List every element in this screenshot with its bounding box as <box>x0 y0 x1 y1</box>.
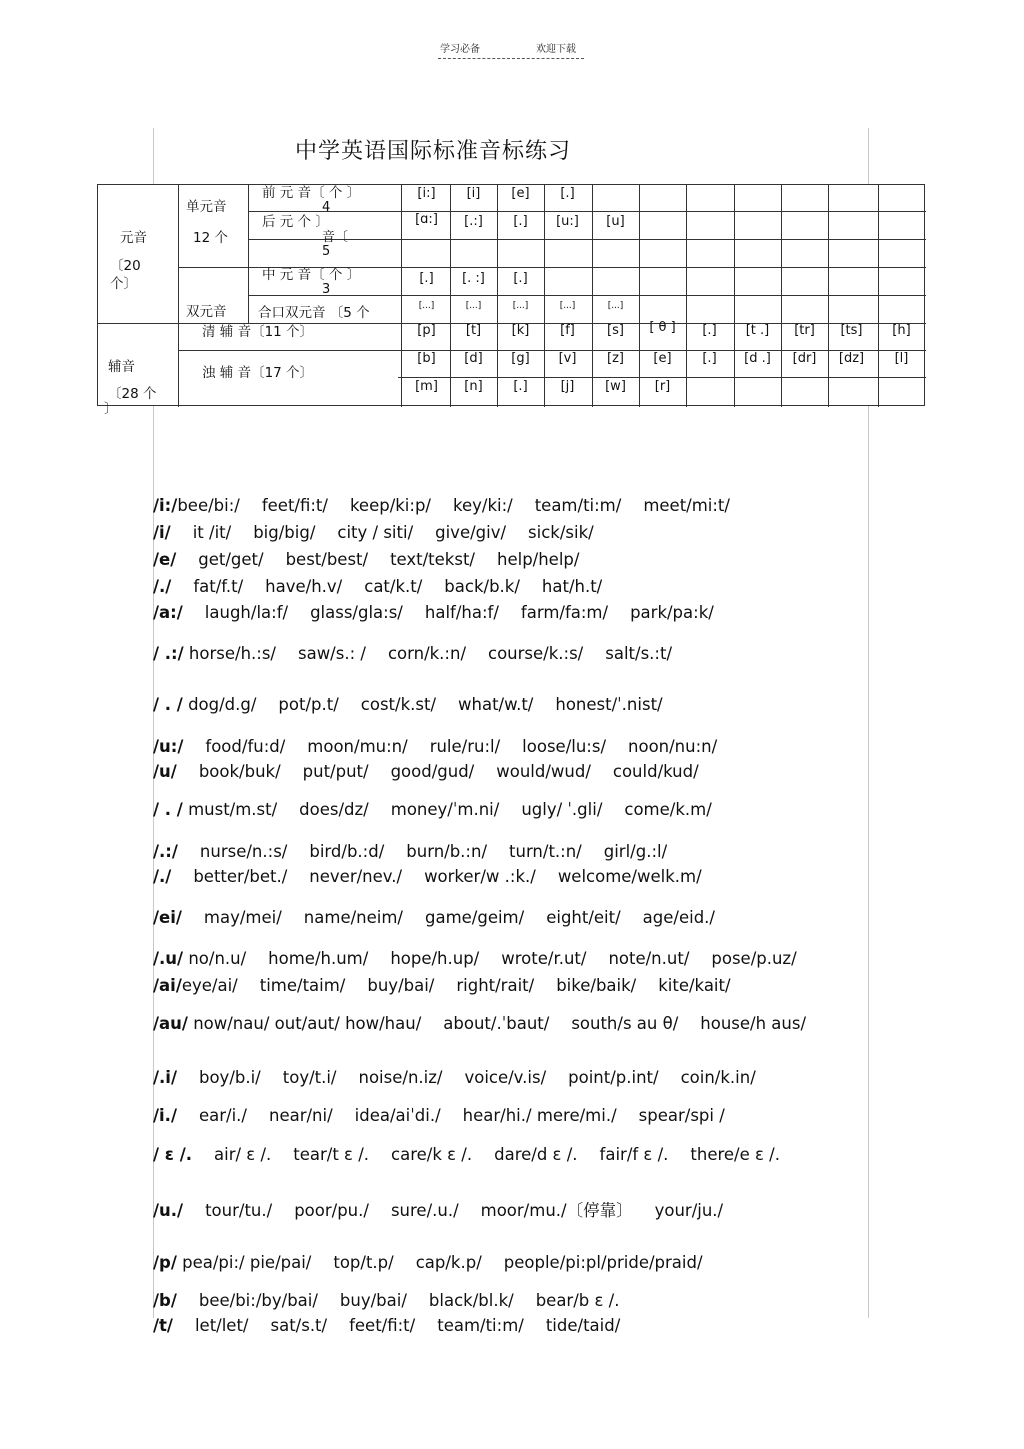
phoneme-cell: [.] <box>513 379 528 394</box>
phoneme-cell: [...] <box>607 301 624 311</box>
practice-line <box>153 603 714 622</box>
table-rule <box>639 185 640 407</box>
example-word: boy/b.i/ <box>198 1068 261 1087</box>
phoneme-symbol: /e/ <box>153 550 177 569</box>
example-word: horse/h.:s/ <box>188 644 276 663</box>
phoneme-cell: [g] <box>511 351 530 366</box>
example-word: big/big/ <box>253 523 316 542</box>
example-word: moon/mu:n/ <box>307 737 408 756</box>
example-word: home/h.um/ <box>268 949 369 968</box>
example-word: cost/k.st/ <box>360 695 436 714</box>
header-right: 欢迎下载 <box>536 44 576 55</box>
phoneme-symbol: /u:/ <box>153 737 184 756</box>
phoneme-symbol: /.u/ <box>153 949 184 968</box>
phoneme-symbol: /ai/ <box>153 976 182 995</box>
table-rule <box>398 377 926 378</box>
example-word: pot/p.t/ <box>278 695 339 714</box>
phoneme-cell: [k] <box>511 323 530 338</box>
example-word: bear/b ε /. <box>535 1291 620 1310</box>
phonetic-chart-table <box>97 184 925 417</box>
phoneme-symbol: / . / <box>153 695 183 714</box>
example-word: help/help/ <box>497 550 580 569</box>
phoneme-cell: [m] <box>415 379 438 394</box>
example-word: by/bai/ <box>261 1291 318 1310</box>
example-word: it /it/ <box>192 523 232 542</box>
phoneme-cell: [.] <box>560 186 575 201</box>
example-word: does/dz/ <box>299 800 369 819</box>
phoneme-cell: [v] <box>558 351 577 366</box>
example-word: near/ni/ <box>268 1106 333 1125</box>
example-word: better/bet./ <box>193 867 288 886</box>
practice-line <box>153 762 699 781</box>
example-word: wrote/r.ut/ <box>501 949 587 968</box>
example-word: bike/baik/ <box>556 976 637 995</box>
phoneme-cell: [tr] <box>794 323 815 338</box>
example-word: house/h aus/ <box>700 1014 807 1033</box>
example-word: may/mei/ <box>203 908 282 927</box>
phoneme-cell: [. :] <box>462 271 485 286</box>
phoneme-cell: [i] <box>466 186 481 201</box>
example-word: moor/mu./〔停靠〕 <box>480 1201 633 1220</box>
phoneme-cell: [z] <box>607 351 624 366</box>
example-word: let/let/ <box>194 1316 249 1335</box>
phoneme-cell: [f] <box>560 323 575 338</box>
example-word: feet/fi:t/ <box>261 496 328 515</box>
example-word: saw/s.: / <box>297 644 366 663</box>
phoneme-symbol: /p/ <box>153 1253 177 1272</box>
example-word: how/hau/ <box>345 1014 422 1033</box>
phoneme-symbol: /.:/ <box>153 842 178 861</box>
example-word: hear/hi./ <box>462 1106 532 1125</box>
phoneme-cell: [u:] <box>556 214 579 229</box>
example-word: toy/t.i/ <box>282 1068 337 1087</box>
practice-line <box>153 695 663 714</box>
example-word: buy/bai/ <box>367 976 435 995</box>
example-word: pie/pai/ <box>249 1253 312 1272</box>
example-word: air/ ε /. <box>214 1145 272 1164</box>
practice-line <box>153 1197 723 1221</box>
practice-line <box>153 496 730 515</box>
example-word: get/get/ <box>198 550 264 569</box>
phoneme-cell: [dr] <box>792 351 817 366</box>
phoneme-symbol: /.i/ <box>153 1068 177 1087</box>
example-word: name/neim/ <box>303 908 403 927</box>
example-word: best/best/ <box>285 550 369 569</box>
example-word: back/b.k/ <box>444 577 520 596</box>
table-rule <box>178 185 179 407</box>
example-word: eight/eit/ <box>546 908 621 927</box>
example-word: hope/h.up/ <box>390 949 480 968</box>
phoneme-cell: [...] <box>465 301 482 311</box>
example-word: coin/k.in/ <box>680 1068 756 1087</box>
phoneme-cell: [s] <box>607 323 624 338</box>
phoneme-symbol: /./ <box>153 577 172 596</box>
consonant-group-count: 〔28 个 <box>108 386 157 402</box>
practice-line <box>153 1316 620 1335</box>
example-word: point/p.int/ <box>568 1068 659 1087</box>
example-word: no/n.u/ <box>188 949 247 968</box>
practice-line <box>153 1145 780 1164</box>
example-word: girl/g.:l/ <box>603 842 668 861</box>
example-word: poor/pu./ <box>294 1201 369 1220</box>
example-word: there/e ε /. <box>690 1145 780 1164</box>
example-word: dog/d.g/ <box>188 695 257 714</box>
vowel-group-count: 〔20 <box>110 258 141 274</box>
example-word: black/bl.k/ <box>428 1291 514 1310</box>
phoneme-symbol: /./ <box>153 867 172 886</box>
table-rule <box>734 185 735 407</box>
phoneme-cell: [p] <box>417 323 436 338</box>
example-word: eye/ai/ <box>181 976 238 995</box>
example-word: team/ti:m/ <box>437 1316 524 1335</box>
example-word: buy/bai/ <box>339 1291 407 1310</box>
example-word: cat/k.t/ <box>364 577 423 596</box>
example-word: meet/mi:t/ <box>643 496 730 515</box>
table-rule <box>781 185 782 407</box>
phoneme-cell: [.] <box>513 271 528 286</box>
row-label-front-vowel: 前 元 音〔 个 〕 <box>262 185 361 201</box>
phoneme-cell: [.] <box>702 323 717 338</box>
example-word: bee/bi:/ <box>198 1291 262 1310</box>
double-vowel-label: 双元音 <box>186 304 227 320</box>
practice-line <box>153 644 672 663</box>
header-divider <box>438 58 584 59</box>
phoneme-symbol: / ε /. <box>153 1145 192 1164</box>
table-rule <box>828 185 829 407</box>
row-label-voiceless-consonant: 清 辅 音〔11 个〕 <box>202 324 314 340</box>
phoneme-cell: [t] <box>465 323 482 338</box>
phoneme-symbol: /i/ <box>153 523 171 542</box>
phoneme-cell: [.] <box>513 214 528 229</box>
example-word: must/m.st/ <box>188 800 278 819</box>
practice-line <box>153 1014 806 1033</box>
example-word: glass/gla:s/ <box>310 603 403 622</box>
phoneme-symbol: / . / <box>153 800 183 819</box>
phoneme-symbol: /au/ <box>153 1014 188 1033</box>
example-word: top/t.p/ <box>333 1253 394 1272</box>
example-word: turn/t.:n/ <box>509 842 582 861</box>
example-word: tour/tu./ <box>205 1201 273 1220</box>
example-word: would/wud/ <box>496 762 591 781</box>
example-word: put/put/ <box>302 762 369 781</box>
example-word: money/ˈm.ni/ <box>390 800 500 819</box>
example-word: out/aut/ <box>274 1014 340 1033</box>
example-word: nurse/n.:s/ <box>199 842 288 861</box>
phoneme-cell: [h] <box>892 323 911 338</box>
example-word: good/gud/ <box>390 762 475 781</box>
example-word: give/giv/ <box>435 523 507 542</box>
phoneme-cell: [...] <box>559 301 576 311</box>
example-word: feet/fi:t/ <box>349 1316 416 1335</box>
phoneme-cell: [...] <box>418 301 435 311</box>
phoneme-cell: [d .] <box>744 351 771 366</box>
phoneme-cell: [j] <box>560 379 575 394</box>
phoneme-symbol: /i:/ <box>153 496 178 515</box>
phoneme-cell: [.] <box>702 351 717 366</box>
example-word: fair/f ε /. <box>599 1145 669 1164</box>
phoneme-symbol: /b/ <box>153 1291 177 1310</box>
example-word: loose/lu:s/ <box>522 737 607 756</box>
example-word: time/taim/ <box>259 976 346 995</box>
practice-line <box>153 577 602 596</box>
vowel-group-label: 元音 <box>120 230 147 246</box>
phoneme-symbol: /i./ <box>153 1106 177 1125</box>
row-note: 3 <box>322 282 331 297</box>
example-word: never/nev./ <box>309 867 403 886</box>
practice-line <box>153 1253 703 1272</box>
practice-line <box>153 737 717 756</box>
phoneme-cell: [ θ ] <box>649 320 676 335</box>
example-word: team/ti:m/ <box>534 496 622 515</box>
phoneme-cell: [ɑ:] <box>415 212 438 227</box>
example-word: welcome/welk.m/ <box>557 867 702 886</box>
phoneme-cell: [dz] <box>838 351 865 366</box>
consonant-group-label: 辅音 <box>108 359 135 375</box>
example-word: city / siti/ <box>337 523 414 542</box>
example-word: have/h.v/ <box>265 577 343 596</box>
example-word: your/ju./ <box>654 1201 724 1220</box>
page-title: 中学英语国际标准音标练习 <box>295 139 572 164</box>
table-rule <box>248 185 249 323</box>
example-word: pride/praid/ <box>606 1253 703 1272</box>
example-word: park/pa:k/ <box>630 603 714 622</box>
example-word: voice/v.is/ <box>464 1068 547 1087</box>
row-label-back-vowel: 后 元 个 〕 <box>262 214 329 230</box>
example-word: dare/d ε /. <box>494 1145 578 1164</box>
example-word: idea/aiˈdi./ <box>354 1106 441 1125</box>
example-word: bee/bi:/ <box>177 496 240 515</box>
example-word: kite/kait/ <box>658 976 731 995</box>
phoneme-symbol: /ei/ <box>153 908 182 927</box>
single-vowel-count: 12 个 <box>193 230 228 246</box>
example-word: mere/mi./ <box>536 1106 617 1125</box>
example-word: burn/b.:n/ <box>406 842 488 861</box>
example-word: cap/k.p/ <box>415 1253 482 1272</box>
example-word: tear/t ε /. <box>293 1145 370 1164</box>
example-word: tide/taid/ <box>545 1316 621 1335</box>
example-word: book/buk/ <box>198 762 281 781</box>
example-word: could/kud/ <box>612 762 699 781</box>
example-word: people/pi:pl/ <box>503 1253 607 1272</box>
phoneme-cell: [i:] <box>417 186 436 201</box>
example-word: pea/pi:/ <box>182 1253 245 1272</box>
row-note: 音〔 <box>322 230 349 245</box>
phoneme-cell: [b] <box>417 351 436 366</box>
phoneme-cell: [t .] <box>745 323 770 338</box>
practice-line <box>153 949 797 968</box>
example-word: game/geim/ <box>424 908 525 927</box>
row-note: 5 <box>322 244 331 259</box>
practice-line <box>153 1068 756 1087</box>
example-word: spear/spi / <box>638 1106 725 1125</box>
vowel-group-count-unit: 个〕 <box>110 276 137 292</box>
example-word: age/eid./ <box>642 908 715 927</box>
row-label-mid-vowel: 中 元 音〔 个 〕 <box>262 267 361 283</box>
example-word: ear/i./ <box>198 1106 247 1125</box>
phoneme-cell: [.] <box>419 271 434 286</box>
example-word: half/ha:f/ <box>424 603 499 622</box>
practice-line <box>153 908 715 927</box>
row-note: 4 <box>322 200 331 215</box>
example-word: worker/w .:k./ <box>424 867 536 886</box>
example-word: what/w.t/ <box>458 695 534 714</box>
example-word: text/tekst/ <box>390 550 475 569</box>
practice-line <box>153 867 702 886</box>
example-word: noise/n.iz/ <box>358 1068 443 1087</box>
example-word: laugh/la:f/ <box>204 603 289 622</box>
practice-line <box>153 976 731 995</box>
single-vowel-label: 单元音 <box>186 199 227 215</box>
example-word: farm/fa:m/ <box>520 603 609 622</box>
row-label-closing-diphthong: 合口双元音 〔5 个 <box>258 305 370 321</box>
example-word: hat/h.t/ <box>541 577 603 596</box>
example-word: right/rait/ <box>456 976 535 995</box>
phoneme-cell: [ts] <box>840 323 863 338</box>
phoneme-symbol: / .:/ <box>153 644 184 663</box>
example-word: food/fu:d/ <box>205 737 286 756</box>
phoneme-cell: [r] <box>654 379 671 394</box>
example-word: sat/s.t/ <box>270 1316 328 1335</box>
table-rule <box>878 185 879 407</box>
example-word: rule/ru:l/ <box>429 737 501 756</box>
phoneme-cell: [u] <box>606 214 625 229</box>
example-word: pose/p.uz/ <box>711 949 797 968</box>
phoneme-cell: [e] <box>511 186 530 201</box>
phoneme-cell: [n] <box>464 379 483 394</box>
consonant-group-count-unit: 〕 <box>104 401 118 417</box>
example-word: bird/b.:d/ <box>309 842 385 861</box>
practice-line <box>153 1106 725 1125</box>
header-left: 学习必备 <box>440 44 480 55</box>
phoneme-symbol: /u./ <box>153 1201 184 1220</box>
row-label-voiced-consonant: 浊 辅 音〔17 个〕 <box>202 365 314 381</box>
phoneme-symbol: /t/ <box>153 1316 173 1335</box>
table-rule <box>248 295 926 296</box>
example-word: sick/sik/ <box>528 523 594 542</box>
table-rule <box>686 185 687 407</box>
example-word: key/ki:/ <box>453 496 513 515</box>
phoneme-cell: [...] <box>512 301 529 311</box>
practice-line <box>153 550 579 569</box>
example-word: corn/k.:n/ <box>387 644 467 663</box>
example-word: note/n.ut/ <box>608 949 690 968</box>
practice-line <box>153 800 712 819</box>
practice-line <box>153 523 594 542</box>
example-word: come/k.m/ <box>624 800 712 819</box>
table-rule <box>248 239 926 240</box>
phoneme-cell: [e] <box>653 351 672 366</box>
phoneme-cell: [d] <box>464 351 483 366</box>
table-rule <box>401 185 402 407</box>
phoneme-cell: [.:] <box>464 214 483 229</box>
example-word: now/nau/ <box>193 1014 270 1033</box>
example-word: care/k ε /. <box>391 1145 473 1164</box>
example-word: south/s au θ/ <box>571 1014 679 1033</box>
phoneme-symbol: /u/ <box>153 762 177 781</box>
phoneme-cell: [l] <box>894 351 909 366</box>
example-word: about/.ˈbaut/ <box>443 1014 550 1033</box>
practice-line <box>153 1291 619 1310</box>
example-word: salt/s.:t/ <box>605 644 672 663</box>
example-word: noon/nu:n/ <box>628 737 718 756</box>
example-word: sure/.u./ <box>390 1201 459 1220</box>
phoneme-symbol: /a:/ <box>153 603 183 622</box>
example-word: honest/ˈ.nist/ <box>555 695 663 714</box>
example-word: course/k.:s/ <box>488 644 584 663</box>
example-word: ugly/ ˈ.gli/ <box>521 800 603 819</box>
practice-line <box>153 842 667 861</box>
example-word: keep/ki:p/ <box>349 496 431 515</box>
table-rule <box>248 211 926 212</box>
phoneme-cell: [w] <box>605 379 626 394</box>
example-word: fat/f.t/ <box>193 577 244 596</box>
